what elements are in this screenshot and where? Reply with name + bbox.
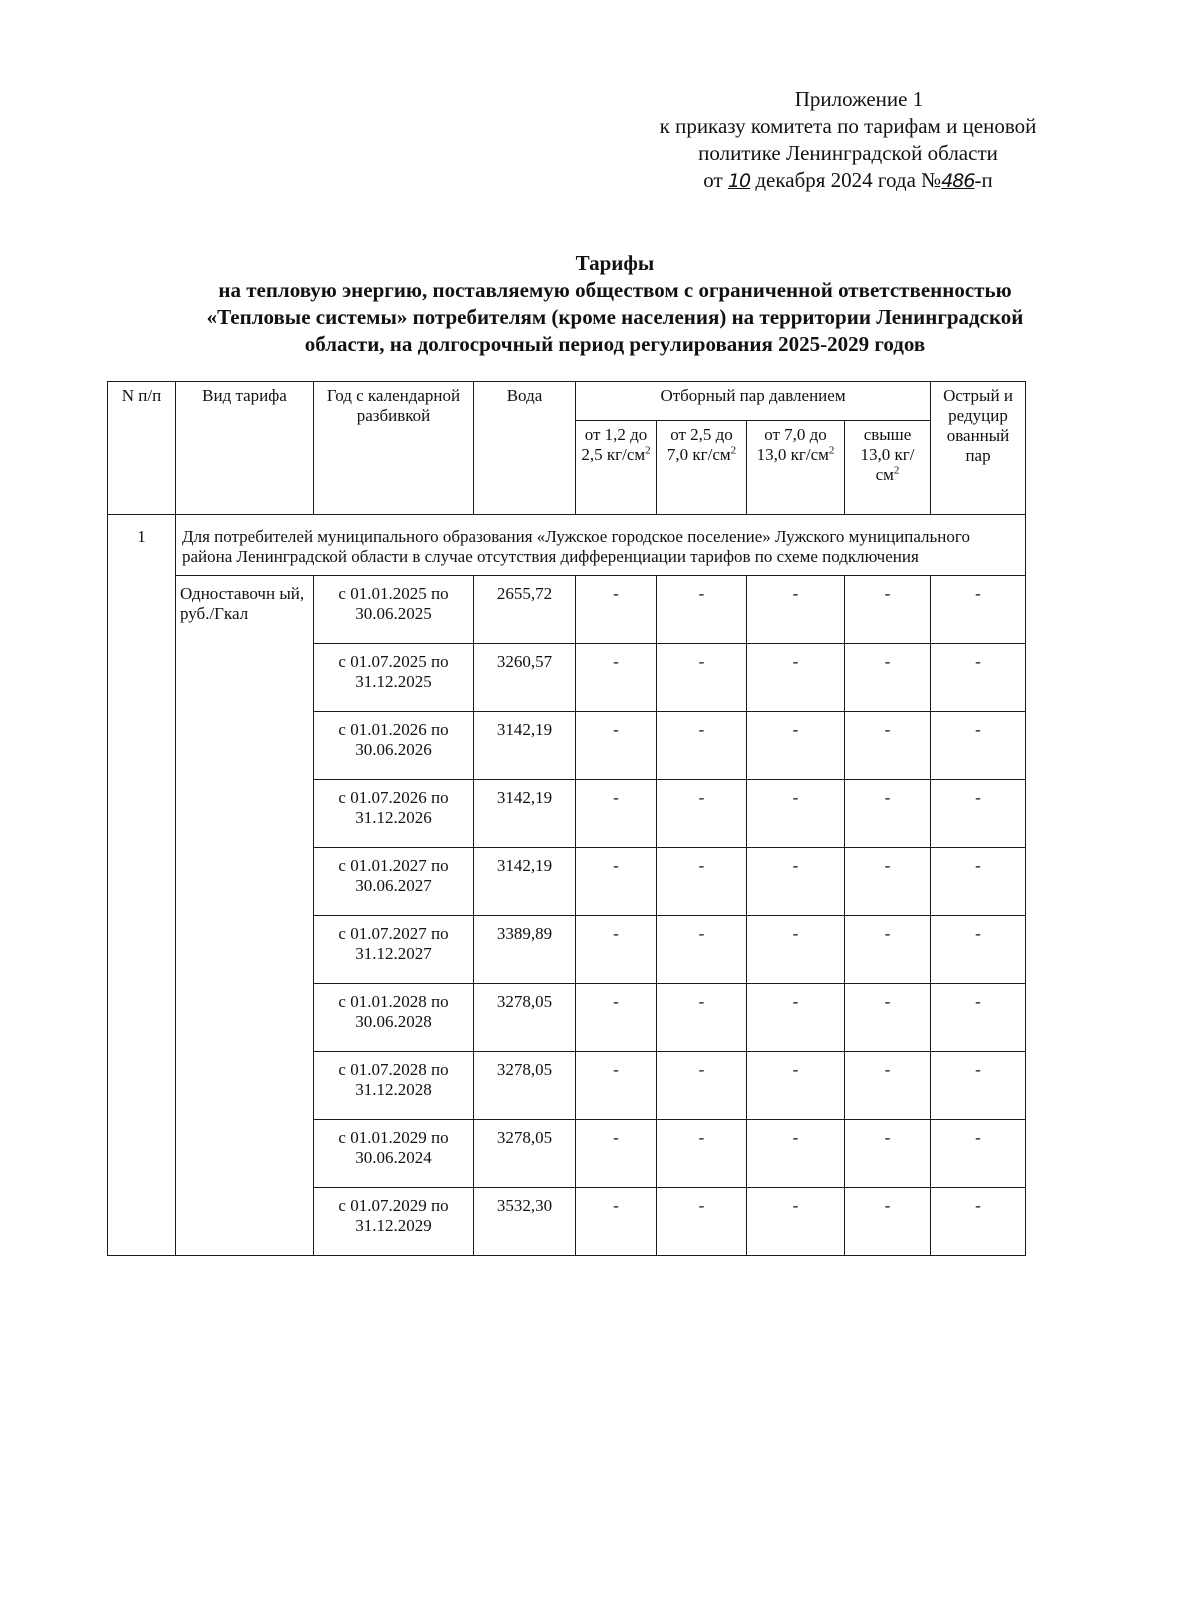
empty-value-cell: - — [845, 916, 931, 984]
header-pressure-2-sup: 2 — [730, 444, 737, 457]
date-middle: декабря 2024 года № — [755, 168, 942, 192]
header-sharp-steam: Острый и редуцир ованный пар — [931, 382, 1026, 515]
appendix-date-line — [618, 167, 1078, 195]
empty-value-cell: - — [747, 1052, 845, 1120]
empty-value-cell: - — [657, 576, 747, 644]
water-tariff-cell: 3142,19 — [474, 712, 576, 780]
appendix-block — [618, 86, 1078, 195]
empty-value-cell: - — [747, 576, 845, 644]
appendix-committee-line: политике Ленинградской области — [698, 141, 998, 165]
title-line-2: «Тепловые системы» потребителям (кроме населения) на территории Ленинградской — [206, 305, 1024, 329]
water-tariff-cell: 3278,05 — [474, 1120, 576, 1188]
empty-value-cell: - — [747, 644, 845, 712]
empty-value-cell: - — [576, 644, 657, 712]
water-tariff-cell: 3142,19 — [474, 780, 576, 848]
header-num: N п/п — [108, 382, 176, 515]
header-pressure-2 — [657, 421, 747, 515]
empty-value-cell: - — [931, 984, 1026, 1052]
order-suffix: -п — [974, 168, 993, 192]
table-row — [108, 576, 1026, 644]
period-cell: с 01.07.2027 по 31.12.2027 — [314, 916, 474, 984]
period-cell: с 01.01.2028 по 30.06.2028 — [314, 984, 474, 1052]
tariff-type-cell: Одноставочн ый, руб./Гкал — [176, 576, 314, 1256]
title-line-1: на тепловую энергию, поставляемую обществом с ограниченной ответственностью — [218, 278, 1012, 302]
empty-value-cell: - — [845, 576, 931, 644]
empty-value-cell: - — [747, 984, 845, 1052]
empty-value-cell: - — [576, 712, 657, 780]
header-pressure-4-text: свыше 13,0 кг/см — [860, 425, 915, 484]
empty-value-cell: - — [657, 780, 747, 848]
empty-value-cell: - — [845, 712, 931, 780]
header-pressure-3-text: от 7,0 до 13,0 кг/см — [756, 425, 829, 464]
header-pressure-1-text: от 1,2 до 2,5 кг/см — [581, 425, 648, 464]
empty-value-cell: - — [657, 848, 747, 916]
header-water: Вода — [474, 382, 576, 515]
empty-value-cell: - — [576, 1120, 657, 1188]
water-tariff-cell: 3278,05 — [474, 1052, 576, 1120]
header-pressure-4-sup: 2 — [893, 464, 900, 477]
header-steam: Отборный пар давлением — [576, 382, 931, 421]
title-line-3: области, на долгосрочный период регулирования 2025-2029 годов — [304, 332, 926, 356]
period-cell: с 01.01.2027 по 30.06.2027 — [314, 848, 474, 916]
appendix-title: Приложение 1 — [794, 87, 924, 111]
empty-value-cell: - — [657, 1188, 747, 1256]
header-pressure-4 — [845, 421, 931, 515]
empty-value-cell: - — [845, 1120, 931, 1188]
empty-value-cell: - — [576, 984, 657, 1052]
water-tariff-cell: 3260,57 — [474, 644, 576, 712]
period-cell: с 01.07.2025 по 31.12.2025 — [314, 644, 474, 712]
empty-value-cell: - — [576, 1188, 657, 1256]
empty-value-cell: - — [931, 916, 1026, 984]
header-pressure-3-sup: 2 — [828, 444, 835, 457]
tariff-table — [107, 381, 1026, 1256]
empty-value-cell: - — [845, 644, 931, 712]
period-cell: с 01.01.2026 по 30.06.2026 — [314, 712, 474, 780]
document-title — [130, 250, 1100, 358]
handwritten-day: 10 — [727, 170, 751, 192]
empty-value-cell: - — [931, 712, 1026, 780]
empty-value-cell: - — [576, 848, 657, 916]
water-tariff-cell: 3532,30 — [474, 1188, 576, 1256]
period-cell: с 01.07.2029 по 31.12.2029 — [314, 1188, 474, 1256]
header-tariff-type: Вид тарифа — [176, 382, 314, 515]
empty-value-cell: - — [931, 1120, 1026, 1188]
empty-value-cell: - — [845, 848, 931, 916]
water-tariff-cell: 3389,89 — [474, 916, 576, 984]
header-year: Год с календарной разбивкой — [314, 382, 474, 515]
appendix-order-line: к приказу комитета по тарифам и ценовой — [659, 114, 1037, 138]
water-tariff-cell: 2655,72 — [474, 576, 576, 644]
empty-value-cell: - — [845, 1052, 931, 1120]
empty-value-cell: - — [845, 1188, 931, 1256]
group-row — [108, 515, 1026, 576]
water-tariff-cell: 3142,19 — [474, 848, 576, 916]
water-tariff-cell: 3278,05 — [474, 984, 576, 1052]
empty-value-cell: - — [576, 916, 657, 984]
period-cell: с 01.07.2028 по 31.12.2028 — [314, 1052, 474, 1120]
empty-value-cell: - — [747, 1120, 845, 1188]
empty-value-cell: - — [747, 848, 845, 916]
header-pressure-2-text: от 2,5 до 7,0 кг/см — [666, 425, 733, 464]
group-description: Для потребителей муниципального образования «Лужское городское поселение» Лужского муниципального района Ленинградской области в случае отсутствия дифференциации тарифов по схеме подключения — [176, 515, 1026, 576]
header-row-1 — [108, 382, 1026, 421]
empty-value-cell: - — [747, 1188, 845, 1256]
empty-value-cell: - — [576, 576, 657, 644]
header-pressure-3 — [747, 421, 845, 515]
empty-value-cell: - — [931, 1188, 1026, 1256]
empty-value-cell: - — [747, 712, 845, 780]
empty-value-cell: - — [657, 1120, 747, 1188]
empty-value-cell: - — [657, 712, 747, 780]
empty-value-cell: - — [931, 644, 1026, 712]
empty-value-cell: - — [657, 984, 747, 1052]
empty-value-cell: - — [845, 984, 931, 1052]
empty-value-cell: - — [657, 644, 747, 712]
empty-value-cell: - — [657, 1052, 747, 1120]
date-prefix: от — [703, 168, 723, 192]
period-cell: с 01.01.2025 по 30.06.2025 — [314, 576, 474, 644]
empty-value-cell: - — [845, 780, 931, 848]
title-main: Тарифы — [575, 251, 655, 275]
empty-value-cell: - — [576, 780, 657, 848]
group-number: 1 — [108, 515, 176, 1256]
empty-value-cell: - — [931, 848, 1026, 916]
empty-value-cell: - — [931, 576, 1026, 644]
header-pressure-1 — [576, 421, 657, 515]
empty-value-cell: - — [657, 916, 747, 984]
empty-value-cell: - — [931, 1052, 1026, 1120]
period-cell: с 01.07.2026 по 31.12.2026 — [314, 780, 474, 848]
handwritten-order-number: 486 — [941, 170, 975, 192]
empty-value-cell: - — [747, 780, 845, 848]
empty-value-cell: - — [576, 1052, 657, 1120]
empty-value-cell: - — [747, 916, 845, 984]
empty-value-cell: - — [931, 780, 1026, 848]
header-pressure-1-sup: 2 — [645, 444, 651, 457]
period-cell: с 01.01.2029 по 30.06.2024 — [314, 1120, 474, 1188]
